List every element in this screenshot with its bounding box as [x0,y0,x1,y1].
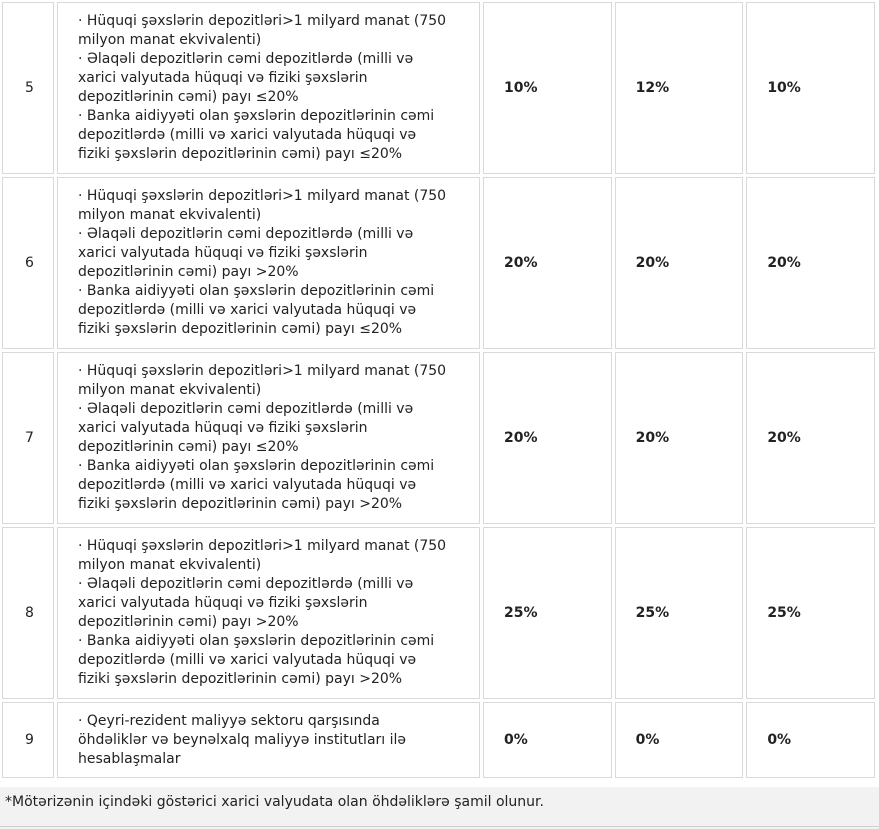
row-number-cell [2,177,54,349]
condition-line: · Banka aidiyyəti olan şəxslərin depozitlərinin cəmi [78,458,435,474]
rate-value: 0% [635,732,660,748]
rate-cell-3 [746,177,875,349]
row-number: 5 [25,80,34,96]
row-number-cell [2,2,54,174]
condition-line: depozitlərdə (milli və xarici valyutada hüquqi və [78,302,417,318]
condition-line: · Banka aidiyyəti olan şəxslərin depozitlərinin cəmi [78,633,435,649]
condition-line: · Əlaqəli depozitlərin cəmi depozitlərdə (milli və [78,51,414,67]
rate-cell-2 [615,352,744,524]
condition-line: xarici valyutada hüquqi və fiziki şəxslərin [78,70,368,86]
condition-line: · Hüquqi şəxslərin depozitləri>1 milyard manat (750 [78,538,447,554]
row-number-cell [2,352,54,524]
condition-cell [57,527,480,699]
condition-line: · Qeyri-rezident maliyyə sektoru qarşısında [78,712,380,729]
condition-line: milyon manat ekvivalenti) [78,557,262,573]
condition-line: fiziki şəxslərin depozitlərinin cəmi) payı >20% [78,671,403,687]
table-row [2,177,875,349]
rate-value: 0% [504,732,528,748]
condition-line: depozitlərdə (milli və xarici valyutada hüquqi və [78,127,417,143]
condition-line: depozitlərinin cəmi) payı >20% [78,614,299,630]
condition-line: · Əlaqəli depozitlərin cəmi depozitlərdə (milli və [78,401,414,417]
condition-line: depozitlərinin cəmi) payı >20% [78,264,299,280]
condition-cell [57,2,480,174]
rate-value: 0% [767,732,792,748]
rate-cell-3 [746,527,875,699]
rate-cell-1 [483,527,612,699]
table-row [2,702,875,778]
rate-value: 25% [767,605,801,621]
row-number-cell [2,702,54,778]
condition-line: xarici valyutada hüquqi və fiziki şəxslərin [78,595,368,611]
condition-line: · Hüquqi şəxslərin depozitləri>1 milyard manat (750 [78,188,447,204]
row-number: 8 [25,605,34,621]
row-number: 9 [25,732,34,748]
row-number: 7 [25,430,34,446]
condition-line: fiziki şəxslərin depozitlərinin cəmi) payı ≤20% [78,321,403,337]
rate-cell-2 [615,527,744,699]
condition-line: · Banka aidiyyəti olan şəxslərin depozitlərinin cəmi [78,108,435,124]
rate-cell-2 [615,702,744,778]
condition-line: · Əlaqəli depozitlərin cəmi depozitlərdə (milli və [78,226,414,242]
rate-cell-1 [483,2,612,174]
rate-value: 20% [635,255,670,271]
condition-line: depozitlərdə (milli və xarici valyutada hüquqi və [78,652,417,668]
table-row [2,352,875,524]
condition-line: · Hüquqi şəxslərin depozitləri>1 milyard manat (750 [78,363,447,379]
rate-cell-1 [483,352,612,524]
condition-line: öhdəliklər və beynəlxalq maliyyə institutları ilə [78,731,407,748]
rate-cell-2 [615,177,744,349]
footnote [0,787,879,829]
table-row [2,2,875,174]
condition-cell [57,177,480,349]
rate-cell-3 [746,702,875,778]
condition-cell [57,702,480,778]
footnote-divider [0,826,879,827]
condition-line: · Hüquqi şəxslərin depozitləri>1 milyard manat (750 [78,13,447,29]
condition-line: depozitlərinin cəmi) payı ≤20% [78,89,299,105]
table-row [2,527,875,699]
rate-value: 20% [504,430,538,446]
condition-line: fiziki şəxslərin depozitlərinin cəmi) payı ≤20% [78,146,403,162]
row-number: 6 [25,255,34,271]
rate-value: 20% [767,255,801,271]
rate-cell-3 [746,2,875,174]
rate-value: 10% [504,80,538,96]
condition-line: xarici valyutada hüquqi və fiziki şəxslərin [78,245,368,261]
condition-line: depozitlərinin cəmi) payı ≤20% [78,439,299,455]
rate-cell-2 [615,2,744,174]
condition-line: depozitlərdə (milli və xarici valyutada hüquqi və [78,477,417,493]
row-number-cell [2,527,54,699]
condition-line: milyon manat ekvivalenti) [78,207,262,223]
condition-line: · Banka aidiyyəti olan şəxslərin depozitlərinin cəmi [78,283,435,299]
rate-value: 20% [635,430,670,446]
condition-line: milyon manat ekvivalenti) [78,32,262,48]
rate-value: 20% [504,255,538,271]
rate-cell-1 [483,177,612,349]
footnote-text: *Mötərizənin içindəki göstərici xarici valyudata olan öhdəliklərə şamil olunur. [5,794,544,810]
condition-line: · Əlaqəli depozitlərin cəmi depozitlərdə (milli və [78,576,414,592]
rate-cell-1 [483,702,612,778]
rate-value: 10% [767,80,801,96]
condition-cell [57,352,480,524]
rate-value: 12% [635,80,670,96]
rate-cell-3 [746,352,875,524]
condition-line: milyon manat ekvivalenti) [78,382,262,398]
rate-value: 25% [635,605,670,621]
condition-line: fiziki şəxslərin depozitlərinin cəmi) payı >20% [78,496,403,512]
condition-line: hesablaşmalar [78,750,181,767]
rate-value: 25% [504,605,538,621]
rate-value: 20% [767,430,801,446]
condition-line: xarici valyutada hüquqi və fiziki şəxslərin [78,420,368,436]
